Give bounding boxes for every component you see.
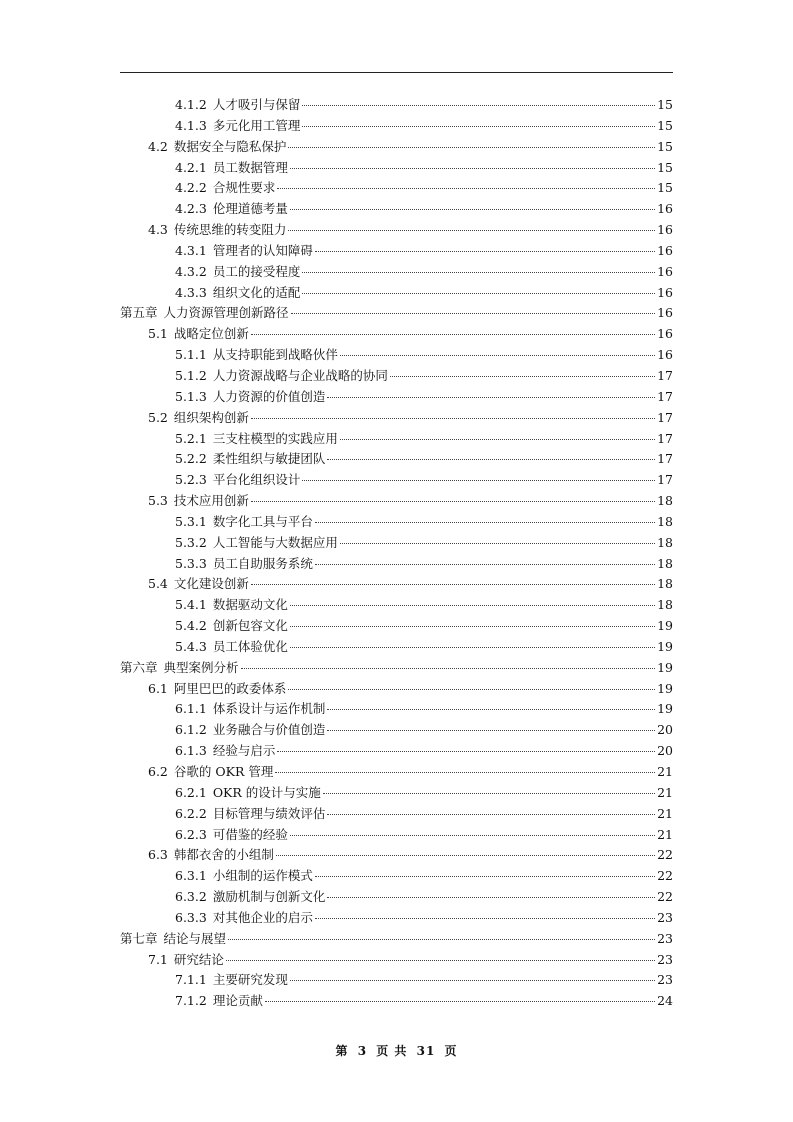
toc-entry-page: 17 (657, 430, 673, 446)
toc-entry-number: 6.1.3 (175, 743, 207, 759)
toc-entry-title: 激励机制与创新文化 (212, 889, 326, 905)
toc-entry-number: 6.2 (148, 764, 168, 779)
toc-entry-title: 技术应用创新 (173, 493, 249, 509)
toc-dot-leader (302, 480, 655, 481)
toc-entry[interactable] (120, 699, 673, 720)
toc-entry-number: 5.1.3 (175, 388, 207, 404)
toc-entry[interactable] (120, 991, 673, 1012)
toc-dot-leader (315, 918, 655, 919)
footer-current-page: 3 (357, 1044, 368, 1058)
toc-dot-leader (251, 334, 655, 335)
toc-entry-title: 人力资源管理创新路径 (163, 305, 289, 321)
toc-dot-leader (251, 418, 655, 419)
toc-entry-title: 创新包容文化 (212, 618, 288, 634)
toc-entry[interactable] (120, 491, 673, 512)
toc-entry-title: 管理者的认知障碍 (212, 242, 313, 258)
toc-entry[interactable] (120, 908, 673, 929)
toc-entry-page: 16 (657, 222, 673, 238)
toc-entry[interactable] (120, 303, 673, 324)
toc-entry[interactable] (120, 658, 673, 679)
toc-entry-number: 7.1.2 (175, 993, 207, 1009)
toc-entry-number: 5.3.1 (175, 513, 207, 529)
toc-entry-number: 6.1 (148, 680, 168, 696)
toc-dot-leader (327, 709, 655, 710)
toc-entry-number: 6.2.1 (175, 784, 207, 800)
toc-entry-page: 17 (657, 409, 673, 425)
toc-entry-title: 阿里巴巴的政委体系 (173, 680, 287, 696)
toc-entry[interactable] (120, 95, 673, 116)
toc-entry[interactable] (120, 804, 673, 825)
toc-entry[interactable] (120, 595, 673, 616)
toc-dot-leader (228, 939, 655, 940)
toc-entry-number: 5.2.1 (175, 430, 207, 446)
toc-entry-page: 21 (657, 764, 673, 779)
toc-dot-leader (340, 543, 655, 544)
toc-entry-page: 24 (657, 993, 673, 1009)
toc-entry-number: 7.1 (148, 951, 168, 967)
toc-entry-number: 7.1.1 (175, 972, 207, 988)
toc-entry-page: 15 (657, 117, 673, 133)
toc-entry-page: 16 (657, 263, 673, 279)
toc-entry-number: 4.1.3 (175, 117, 207, 133)
toc-entry[interactable] (120, 262, 673, 283)
toc-dot-leader (290, 626, 655, 627)
toc-entry-title: 对其他企业的启示 (212, 909, 313, 925)
toc-entry-page: 19 (657, 618, 673, 634)
toc-entry-title: 谷歌的 OKR 管理 (173, 764, 274, 779)
toc-entry-page: 23 (657, 930, 673, 946)
toc-entry[interactable] (120, 866, 673, 887)
toc-entry-title: 平台化组织设计 (212, 472, 301, 488)
toc-dot-leader (288, 689, 655, 690)
toc-entry-title: 组织文化的适配 (212, 284, 301, 300)
toc-dot-leader (302, 293, 655, 294)
toc-entry-title: 研究结论 (173, 951, 224, 967)
toc-entry-number: 第六章 (120, 659, 158, 675)
toc-entry-number: 6.1.1 (175, 701, 207, 717)
toc-entry[interactable] (120, 825, 673, 846)
toc-entry-title: 经验与启示 (212, 743, 276, 759)
toc-entry-page: 16 (657, 347, 673, 363)
toc-entry-page: 18 (657, 534, 673, 550)
toc-entry[interactable] (120, 845, 673, 866)
toc-entry-number: 6.3.1 (175, 868, 207, 884)
toc-entry-number: 4.2 (148, 138, 168, 154)
toc-dot-leader (290, 209, 655, 210)
toc-dot-leader (315, 522, 655, 523)
toc-entry-title: 人力资源的价值创造 (212, 388, 326, 404)
toc-entry-page: 18 (657, 597, 673, 613)
footer-suffix: 页 (444, 1044, 458, 1058)
toc-entry-number: 4.3 (148, 222, 168, 238)
toc-entry[interactable] (120, 283, 673, 304)
toc-dot-leader (302, 105, 655, 106)
toc-entry-page: 22 (657, 889, 673, 905)
toc-entry-number: 6.2.3 (175, 826, 207, 842)
toc-entry-number: 第七章 (120, 930, 158, 946)
toc-entry[interactable] (120, 220, 673, 241)
toc-entry-number: 6.2.2 (175, 805, 207, 821)
toc-entry-title: 组织架构创新 (173, 409, 249, 425)
toc-entry-page: 16 (657, 326, 673, 342)
toc-entry-page: 15 (657, 159, 673, 175)
toc-entry-number: 4.3.2 (175, 263, 207, 279)
toc-entry-page: 15 (657, 97, 673, 112)
toc-entry-number: 6.3 (148, 847, 168, 863)
toc-entry[interactable] (120, 574, 673, 595)
toc-entry[interactable] (120, 970, 673, 991)
toc-entry[interactable] (120, 137, 673, 158)
toc-entry-page: 21 (657, 826, 673, 842)
toc-entry-title: 结论与展望 (163, 930, 227, 946)
toc-entry[interactable] (120, 429, 673, 450)
toc-dot-leader (302, 126, 655, 127)
toc-entry[interactable] (120, 178, 673, 199)
toc-entry-number: 5.2.3 (175, 472, 207, 488)
toc-entry-title: 合规性要求 (212, 180, 276, 196)
toc-entry[interactable] (120, 470, 673, 491)
footer-prefix: 第 (335, 1044, 349, 1058)
toc-entry[interactable] (120, 554, 673, 575)
toc-entry[interactable] (120, 783, 673, 804)
toc-entry-page: 16 (657, 242, 673, 258)
toc-entry[interactable] (120, 720, 673, 741)
toc-dot-leader (315, 876, 655, 877)
toc-entry-title: 员工的接受程度 (212, 263, 301, 279)
toc-entry-number: 5.1.2 (175, 367, 207, 383)
toc-entry-title: 文化建设创新 (173, 576, 249, 592)
toc-dot-leader (327, 814, 655, 815)
toc-entry-number: 4.3.1 (175, 242, 207, 258)
toc-entry-page: 18 (657, 493, 673, 509)
toc-entry-page: 17 (657, 451, 673, 467)
toc-entry-number: 4.3.3 (175, 284, 207, 300)
toc-entry[interactable] (120, 533, 673, 554)
toc-dot-leader (290, 605, 655, 606)
toc-entry[interactable] (120, 324, 673, 345)
toc-entry-page: 19 (657, 680, 673, 696)
toc-dot-leader (277, 751, 655, 752)
toc-entry[interactable] (120, 366, 673, 387)
toc-entry-page: 19 (657, 701, 673, 717)
toc-dot-leader (265, 1001, 655, 1002)
toc-dot-leader (302, 272, 655, 273)
toc-entry-number: 5.1.1 (175, 347, 207, 363)
toc-entry-title: 韩都衣舍的小组制 (173, 847, 274, 863)
toc-entry-number: 5.2.2 (175, 451, 207, 467)
toc-entry-title: 小组制的运作模式 (212, 868, 313, 884)
toc-entry-number: 4.1.2 (175, 97, 207, 112)
toc-dot-leader (288, 147, 655, 148)
toc-entry-title: 伦理道德考量 (212, 201, 288, 217)
toc-entry-number: 5.2 (148, 409, 168, 425)
toc-entry[interactable] (120, 408, 673, 429)
toc-entry-title: 体系设计与运作机制 (212, 701, 326, 717)
toc-entry-title: 人工智能与大数据应用 (212, 534, 338, 550)
toc-entry-page: 23 (657, 951, 673, 967)
toc-entry-title: OKR 的设计与实施 (212, 784, 321, 800)
toc-entry-page: 17 (657, 388, 673, 404)
toc-entry-title: 员工体验优化 (212, 638, 288, 654)
toc-entry-title: 典型案例分析 (163, 659, 239, 675)
toc-entry-page: 23 (657, 972, 673, 988)
toc-dot-leader (327, 459, 655, 460)
toc-entry-page: 15 (657, 180, 673, 196)
toc-entry-number: 5.3.3 (175, 555, 207, 571)
toc-entry-page: 20 (657, 722, 673, 738)
toc-entry-number: 5.4.3 (175, 638, 207, 654)
toc-entry-number: 第五章 (120, 305, 158, 321)
toc-dot-leader (315, 564, 655, 565)
toc-dot-leader (241, 668, 656, 669)
toc-entry[interactable] (120, 679, 673, 700)
toc-dot-leader (315, 251, 655, 252)
toc-dot-leader (288, 230, 655, 231)
toc-entry[interactable] (120, 158, 673, 179)
header-rule (120, 72, 673, 73)
toc-dot-leader (251, 501, 655, 502)
toc-entry-title: 数据驱动文化 (212, 597, 288, 613)
toc-dot-leader (276, 855, 655, 856)
toc-entry-page: 19 (657, 659, 673, 675)
footer-middle: 页 共 (376, 1044, 408, 1058)
toc-entry-page: 23 (657, 909, 673, 925)
toc-dot-leader (323, 793, 655, 794)
toc-entry-page: 18 (657, 513, 673, 529)
toc-entry-number: 5.4.1 (175, 597, 207, 613)
toc-entry-page: 16 (657, 284, 673, 300)
toc-dot-leader (327, 897, 655, 898)
toc-entry-number: 5.3.2 (175, 534, 207, 550)
toc-entry[interactable] (120, 637, 673, 658)
toc-entry-number: 6.3.3 (175, 909, 207, 925)
toc-entry-title: 数字化工具与平台 (212, 513, 313, 529)
toc-entry[interactable] (120, 241, 673, 262)
toc-dot-leader (290, 647, 655, 648)
toc-entry-page: 18 (657, 555, 673, 571)
toc-entry-number: 4.2.3 (175, 201, 207, 217)
toc-dot-leader (277, 188, 655, 189)
toc-entry-page: 19 (657, 638, 673, 654)
toc-entry-title: 可借鉴的经验 (212, 826, 288, 842)
toc-dot-leader (340, 355, 655, 356)
toc-entry-title: 人力资源战略与企业战略的协同 (212, 367, 388, 383)
footer-total-pages: 31 (416, 1044, 436, 1058)
toc-entry[interactable] (120, 929, 673, 950)
toc-entry-title: 主要研究发现 (212, 972, 288, 988)
table-of-contents (120, 95, 673, 1012)
toc-entry-title: 多元化用工管理 (212, 117, 301, 133)
toc-entry-title: 数据安全与隐私保护 (173, 138, 287, 154)
toc-entry[interactable] (120, 116, 673, 137)
toc-entry-title: 传统思维的转变阻力 (173, 222, 287, 238)
toc-entry-title: 柔性组织与敏捷团队 (212, 451, 326, 467)
toc-dot-leader (390, 376, 655, 377)
toc-entry-number: 5.1 (148, 326, 168, 342)
toc-entry-number: 5.4.2 (175, 618, 207, 634)
toc-entry[interactable] (120, 741, 673, 762)
toc-entry-page: 15 (657, 138, 673, 154)
toc-entry-number: 6.1.2 (175, 722, 207, 738)
toc-entry[interactable] (120, 345, 673, 366)
toc-entry-title: 三支柱模型的实践应用 (212, 430, 338, 446)
toc-entry-page: 17 (657, 367, 673, 383)
toc-entry[interactable] (120, 616, 673, 637)
toc-entry[interactable] (120, 387, 673, 408)
toc-entry-page: 22 (657, 847, 673, 863)
toc-entry-title: 人才吸引与保留 (212, 97, 301, 112)
toc-entry-number: 4.2.1 (175, 159, 207, 175)
toc-entry-page: 17 (657, 472, 673, 488)
toc-entry-number: 6.3.2 (175, 889, 207, 905)
toc-entry[interactable] (120, 887, 673, 908)
toc-entry-title: 理论贡献 (212, 993, 263, 1009)
toc-entry-page: 21 (657, 805, 673, 821)
toc-dot-leader (327, 730, 655, 731)
toc-entry[interactable] (120, 950, 673, 971)
toc-dot-leader (251, 584, 655, 585)
toc-dot-leader (327, 397, 655, 398)
toc-entry-title: 战略定位创新 (173, 326, 249, 342)
page-footer (0, 1042, 793, 1059)
toc-entry-number: 5.4 (148, 576, 168, 592)
toc-entry[interactable] (120, 512, 673, 533)
toc-entry-title: 员工自助服务系统 (212, 555, 313, 571)
toc-entry-number: 4.2.2 (175, 180, 207, 196)
toc-dot-leader (226, 960, 655, 961)
toc-dot-leader (290, 168, 655, 169)
toc-dot-leader (275, 772, 655, 773)
toc-entry-page: 21 (657, 784, 673, 800)
toc-entry-title: 业务融合与价值创造 (212, 722, 326, 738)
toc-entry-page: 18 (657, 576, 673, 592)
toc-dot-leader (290, 835, 655, 836)
toc-entry[interactable] (120, 762, 673, 783)
toc-entry-page: 20 (657, 743, 673, 759)
toc-entry[interactable] (120, 199, 673, 220)
toc-entry-page: 22 (657, 868, 673, 884)
toc-entry-number: 5.3 (148, 493, 168, 509)
toc-entry-title: 员工数据管理 (212, 159, 288, 175)
toc-dot-leader (340, 439, 655, 440)
toc-entry-page: 16 (657, 305, 673, 321)
toc-entry[interactable] (120, 449, 673, 470)
toc-dot-leader (290, 980, 655, 981)
toc-entry-title: 从支持职能到战略伙伴 (212, 347, 338, 363)
toc-dot-leader (291, 313, 656, 314)
toc-entry-title: 目标管理与绩效评估 (212, 805, 326, 821)
toc-entry-page: 16 (657, 201, 673, 217)
